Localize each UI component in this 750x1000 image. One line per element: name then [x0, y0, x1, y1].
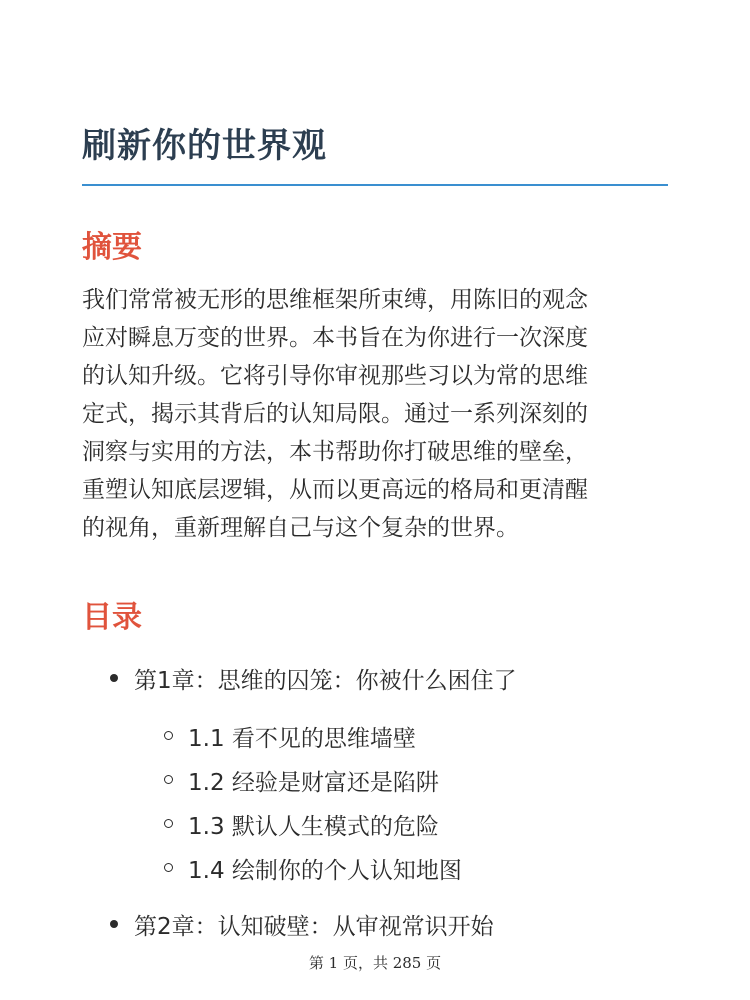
circle-bullet-icon	[164, 863, 173, 872]
toc-section-label: 1.1 看不见的思维墙壁	[188, 726, 416, 752]
abstract-line: 我们常常被无形的思维框架所束缚，用陈旧的观念	[82, 287, 588, 313]
abstract-line: 的视角，重新理解自己与这个复杂的世界。	[82, 515, 519, 541]
abstract-line: 洞察与实用的方法，本书帮助你打破思维的壁垒，	[82, 439, 588, 465]
page-number-footer: 第 1 页，共 285 页	[308, 954, 442, 972]
title-divider	[82, 184, 668, 186]
abstract-line: 的认知升级。它将引导你审视那些习以为常的思维	[82, 363, 588, 389]
abstract-line: 重塑认知底层逻辑，从而以更高远的格局和更清醒	[82, 477, 588, 503]
circle-bullet-icon	[164, 775, 173, 784]
toc-section-label: 1.2 经验是财富还是陷阱	[188, 770, 439, 796]
toc-chapter-label: 第2章：认知破壁：从审视常识开始	[134, 914, 494, 940]
toc-chapter-label: 第1章：思维的囚笼：你被什么困住了	[134, 668, 517, 694]
toc-section-label: 1.4 绘制你的个人认知地图	[188, 858, 462, 884]
abstract-paragraph	[82, 281, 672, 547]
circle-bullet-icon	[164, 819, 173, 828]
circle-bullet-icon	[164, 731, 173, 740]
abstract-line: 定式，揭示其背后的认知局限。通过一系列深刻的	[82, 401, 588, 427]
abstract-heading: 摘要	[82, 230, 142, 265]
bullet-icon	[110, 674, 118, 682]
page-title: 刷新你的世界观	[82, 126, 327, 166]
abstract-line: 应对瞬息万变的世界。本书旨在为你进行一次深度	[82, 325, 588, 351]
toc-section-label: 1.3 默认人生模式的危险	[188, 814, 439, 840]
bullet-icon	[110, 920, 118, 928]
toc-heading: 目录	[82, 600, 142, 635]
